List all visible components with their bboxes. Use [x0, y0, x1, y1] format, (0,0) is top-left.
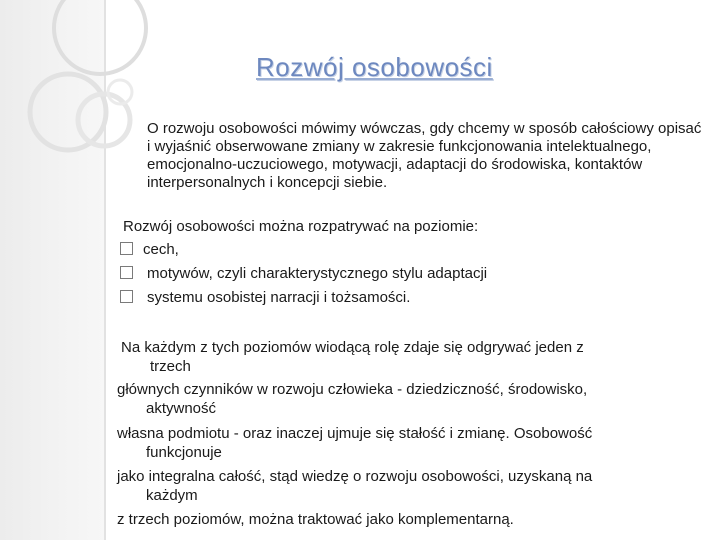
checkbox-bullet-icon — [120, 242, 133, 255]
levels-lead-text: Rozwój osobowości można rozpatrywać na poziomie: — [123, 218, 479, 235]
bullet-item — [120, 241, 179, 259]
conclusion-line — [121, 338, 584, 376]
decorative-ring-large — [54, 0, 146, 74]
checkbox-bullet-icon — [120, 266, 133, 279]
decorative-ring-middle — [30, 74, 106, 150]
conclusion-line-continuation: trzech — [150, 358, 191, 375]
bullet-item — [120, 289, 410, 307]
conclusion-line — [117, 380, 587, 418]
conclusion-line-text: z trzech poziomów, można traktować jako komplementarną. — [117, 511, 514, 528]
conclusion-line-text: Na każdym z tych poziomów wiodącą rolę zdaje się odgrywać jeden z — [121, 339, 584, 356]
conclusion-line — [117, 424, 592, 462]
conclusion-line-continuation: aktywność — [146, 400, 217, 417]
slide-title: Rozwój osobowości — [256, 52, 493, 82]
bullet-item-text: cech, — [143, 241, 179, 258]
conclusion-line — [117, 467, 592, 505]
conclusion-line — [117, 510, 514, 529]
conclusion-line-text: własna podmiotu - oraz inaczej ujmuje się stałość i zmianę. Osobowość — [117, 425, 593, 442]
decorative-rings-graphic — [0, 0, 170, 200]
conclusion-line-continuation: każdym — [146, 487, 198, 504]
bullet-item-text: systemu osobistej narracji i tożsamości. — [147, 289, 411, 306]
conclusion-line-text: jako integralna całość, stąd wiedzę o rozwoju osobowości, uzyskaną na — [117, 468, 593, 485]
checkbox-bullet-icon — [120, 290, 133, 303]
conclusion-line-text: głównych czynników w rozwoju człowieka - dziedziczność, środowisko, — [117, 381, 588, 398]
conclusion-line-continuation: funkcjonuje — [146, 444, 222, 461]
intro-paragraph: O rozwoju osobowości mówimy wówczas, gdy chcemy w sposób całościowy opisać i wyjaśnić obserwowane zmiany w zakresie funkcjonowania intelektualnego, emocjonalno-uczuciowego, motywacji, adaptacji do środowiska, kontaktów interpersonalnych i koncepcji siebie. — [147, 120, 702, 191]
bullet-item-text: motywów, czyli charakterystycznego stylu adaptacji — [147, 265, 488, 282]
bullet-item — [120, 265, 487, 283]
